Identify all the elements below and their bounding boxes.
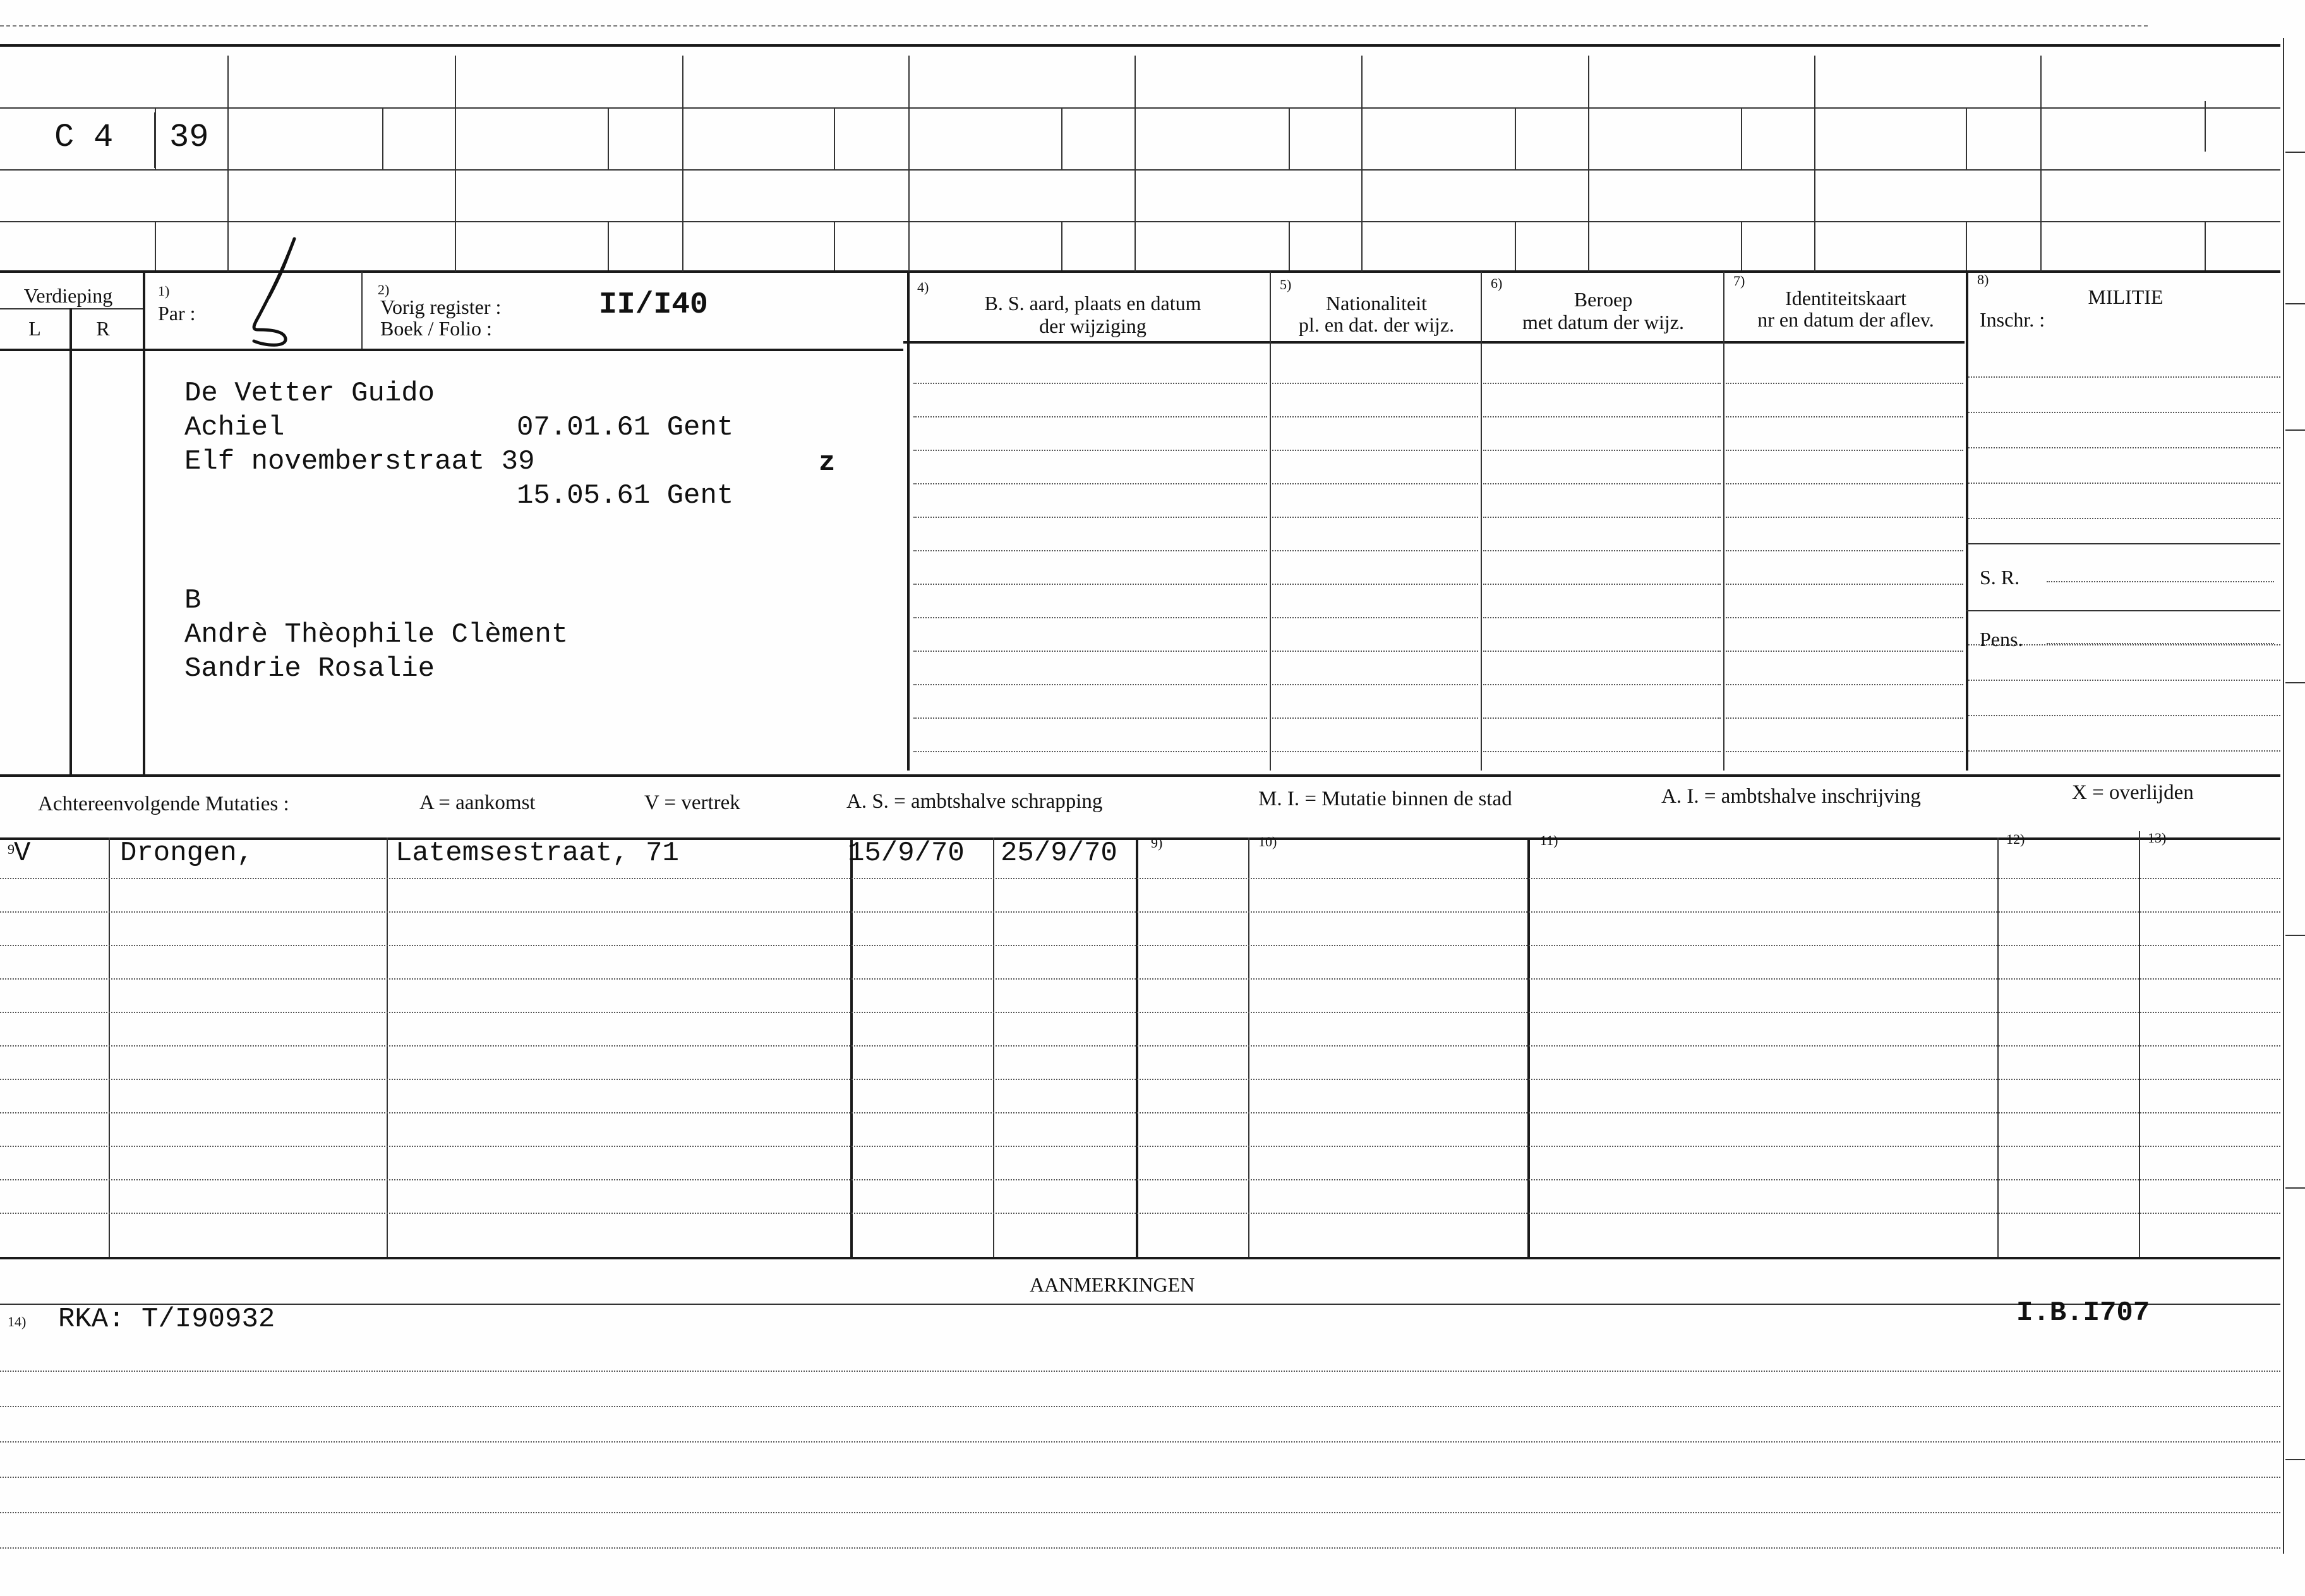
grid-col	[227, 56, 229, 272]
ruled-line	[1968, 715, 2280, 716]
grid-tick	[834, 221, 835, 270]
ruled-line	[1726, 751, 1963, 752]
margin-tick	[2285, 1459, 2305, 1460]
card-letter: C	[54, 119, 75, 156]
grid-col	[682, 56, 683, 272]
legend-mi: M. I. = Mutatie binnen de stad	[1258, 788, 1512, 810]
legend-title: Achtereenvolgende Mutaties :	[38, 793, 289, 815]
vorig-number: 2)	[378, 282, 390, 297]
legend-a: A = aankomst	[419, 791, 536, 814]
mutation-date-2: 25/9/70	[1001, 837, 1117, 869]
ruled-line	[0, 1213, 2280, 1214]
ruled-line	[1968, 680, 2280, 681]
ruled-line	[1272, 751, 1478, 752]
ruled-line	[0, 1045, 2280, 1047]
ruled-line	[1726, 717, 1963, 719]
id-left-border	[1723, 272, 1724, 771]
grid-tick	[2205, 101, 2206, 152]
par-signature	[240, 235, 310, 349]
ruled-line	[0, 978, 2280, 980]
ruled-line	[0, 1146, 2280, 1147]
ruled-line	[0, 1179, 2280, 1180]
ruled-line	[1272, 550, 1478, 551]
vorig-label: Vorig register :	[380, 296, 502, 318]
grid-col	[1588, 56, 1589, 272]
grid-tick	[608, 221, 609, 270]
ruled-line	[1483, 550, 1721, 551]
ruled-line	[1483, 651, 1721, 652]
parent-code: B	[184, 585, 202, 616]
address-mark: z	[819, 447, 836, 479]
col13-number: 13)	[2148, 830, 2167, 846]
ruled-line	[913, 684, 1267, 685]
bs-subtitle: der wijziging	[1039, 315, 1146, 337]
nat-subtitle: pl. en dat. der wijz.	[1298, 313, 1455, 336]
ruled-line	[1968, 483, 2280, 484]
floor-right-label: R	[96, 317, 110, 340]
militie-rule	[1966, 543, 2280, 544]
mutation-bottom-border	[0, 1257, 2280, 1259]
grid-col	[1134, 56, 1136, 272]
mut-col	[850, 837, 853, 1257]
ruled-line	[1483, 450, 1721, 451]
grid-tick	[1061, 107, 1062, 169]
ruled-line	[1726, 684, 1963, 685]
legend-x: X = overlijden	[2072, 781, 2194, 804]
ruled-line	[1483, 717, 1721, 719]
margin-tick	[2285, 935, 2305, 936]
ruled-line	[913, 584, 1267, 585]
grid-tick	[1966, 221, 1967, 270]
ruled-line	[1968, 412, 2280, 413]
person-name: De Vetter Guido	[184, 378, 435, 409]
mut-col	[1527, 837, 1530, 1257]
grid-tick	[1741, 107, 1742, 169]
grid-tick	[1515, 107, 1516, 169]
legend-v: V = vertrek	[644, 791, 740, 814]
ruled-line	[913, 717, 1267, 719]
ruled-line	[1726, 517, 1963, 518]
header-bottom-left	[0, 349, 903, 351]
header-bottom-right	[903, 341, 1965, 344]
person-address: Elf novemberstraat 39	[184, 446, 535, 477]
ruled-line	[0, 1371, 2280, 1372]
mutation-code: V	[14, 837, 31, 869]
ruled-line	[1272, 684, 1478, 685]
ruled-line	[1272, 584, 1478, 585]
mut-col	[1997, 837, 1999, 1257]
legend-ai: A. I. = ambtshalve inschrijving	[1661, 785, 1921, 808]
grid-tick	[382, 107, 383, 169]
militie-number: 8)	[1977, 272, 1989, 287]
person-second-name: Achiel	[184, 412, 285, 443]
ruled-line	[1483, 483, 1721, 484]
ruled-line	[1968, 518, 2280, 519]
birth-date-place: 07.01.61 Gent	[517, 412, 734, 443]
par-label: Par :	[158, 302, 196, 325]
grid-line	[0, 169, 2280, 171]
mut-col	[387, 837, 388, 1257]
ruled-line	[1483, 517, 1721, 518]
verdieping-label: Verdieping	[23, 284, 113, 307]
ruled-line	[0, 1012, 2280, 1013]
ruled-line	[2047, 643, 2274, 644]
mutation-code-number: 9	[8, 841, 15, 857]
nat-left-border	[1270, 272, 1271, 771]
inschr-label: Inschr. :	[1980, 308, 2045, 331]
beroep-subtitle: met datum der wijz.	[1522, 311, 1684, 333]
par-divider	[143, 272, 145, 776]
ruled-line	[1483, 416, 1721, 417]
ruled-line	[0, 1547, 2280, 1549]
grid-col	[908, 56, 910, 272]
id-number: 7)	[1733, 273, 1745, 289]
militie-rule	[1966, 610, 2280, 611]
margin-tick	[2285, 429, 2305, 431]
beroep-number: 6)	[1491, 275, 1503, 291]
id-title: Identiteitskaart	[1785, 287, 1906, 309]
ruled-line	[913, 550, 1267, 551]
grid-line	[0, 221, 2280, 222]
ruled-line	[1968, 750, 2280, 752]
grid-tick	[2205, 221, 2206, 270]
ruled-line	[1272, 383, 1478, 384]
grid-line	[0, 107, 2280, 109]
ruled-line	[0, 1406, 2280, 1407]
torn-edge	[0, 25, 2148, 27]
nat-title: Nationaliteit	[1326, 292, 1427, 315]
top-divider	[154, 112, 156, 168]
ruled-line	[1726, 584, 1963, 585]
remarks-number: 14)	[8, 1314, 27, 1329]
floor-divider	[69, 308, 72, 776]
father-name: Andrè Thèophile Clèment	[184, 619, 569, 651]
beroep-title: Beroep	[1574, 288, 1633, 311]
mut-col	[1136, 837, 1138, 1257]
pens-label: Pens.	[1980, 628, 2023, 651]
grid-tick	[1061, 221, 1062, 270]
ruled-line	[913, 416, 1267, 417]
mut-col	[109, 837, 110, 1257]
ruled-line	[1483, 584, 1721, 585]
ruled-line	[1483, 684, 1721, 685]
floor-left-label: L	[28, 317, 41, 340]
ruled-line	[0, 945, 2280, 946]
ruled-line	[1726, 651, 1963, 652]
vorig-divider	[361, 272, 363, 349]
ruled-line	[1726, 383, 1963, 384]
boek-label: Boek / Folio :	[380, 317, 492, 340]
bs-title: B. S. aard, plaats en datum	[984, 292, 1201, 315]
margin-tick	[2285, 682, 2305, 683]
ruled-line	[1272, 617, 1478, 618]
grid-tick	[834, 107, 835, 169]
ruled-line	[1968, 376, 2280, 378]
rka-reference: RKA: T/I90932	[58, 1304, 275, 1335]
mutation-place: Drongen,	[120, 837, 254, 869]
mutation-date-1: 15/9/70	[848, 837, 965, 869]
id-subtitle: nr en datum der aflev.	[1757, 308, 1934, 331]
ruled-line	[913, 450, 1267, 451]
mother-name: Sandrie Rosalie	[184, 653, 435, 685]
card-number: 4	[93, 119, 114, 156]
ruled-line	[1272, 651, 1478, 652]
ruled-line	[1272, 416, 1478, 417]
person-bottom-border	[0, 774, 2280, 777]
registration-date-place: 15.05.61 Gent	[517, 480, 734, 512]
ruled-line	[1726, 416, 1963, 417]
margin-tick	[2285, 152, 2305, 153]
ruled-line	[1726, 617, 1963, 618]
ruled-line	[1483, 383, 1721, 384]
top-border	[0, 44, 2280, 47]
ruled-line	[913, 617, 1267, 618]
ruled-line	[913, 517, 1267, 518]
grid-tick	[1966, 107, 1967, 169]
par-number: 1)	[158, 283, 170, 299]
ruled-line	[0, 1112, 2280, 1113]
ruled-line	[913, 383, 1267, 384]
mutation-top-border	[0, 837, 2280, 840]
grid-tick	[1289, 107, 1290, 169]
ruled-line	[0, 1477, 2280, 1478]
ruled-line	[1272, 483, 1478, 484]
mut-col	[1248, 837, 1249, 1257]
ruled-line	[2047, 581, 2274, 582]
remarks-rule	[0, 1304, 2280, 1305]
ruled-line	[1968, 447, 2280, 448]
ruled-line	[913, 751, 1267, 752]
ruled-line	[1968, 644, 2280, 645]
nat-number: 5)	[1280, 277, 1292, 292]
militie-left-border	[1966, 272, 1968, 771]
ib-reference: I.B.I707	[2016, 1297, 2150, 1329]
grid-tick	[1515, 221, 1516, 270]
register-value: II/I40	[599, 288, 708, 322]
col11-number: 11)	[1540, 832, 1558, 848]
margin-tick	[2285, 303, 2305, 304]
col10-number: 10)	[1258, 834, 1277, 849]
right-edge	[2283, 38, 2284, 1554]
grid-tick	[155, 221, 156, 270]
ruled-line	[1726, 450, 1963, 451]
beroep-left-border	[1481, 272, 1482, 771]
remarks-title: AANMERKINGEN	[1030, 1273, 1195, 1296]
grid-tick	[1741, 221, 1742, 270]
grid-col	[455, 56, 456, 272]
grid-line	[0, 270, 2280, 273]
ruled-line	[913, 651, 1267, 652]
ruled-line	[1726, 550, 1963, 551]
grid-tick	[1289, 221, 1290, 270]
ruled-line	[1272, 717, 1478, 719]
ruled-line	[0, 878, 2280, 879]
ruled-line	[1272, 517, 1478, 518]
legend-as: A. S. = ambtshalve schrapping	[846, 790, 1103, 813]
militie-title: MILITIE	[2088, 285, 2164, 308]
card-index: 39	[169, 119, 209, 156]
mut-col	[993, 837, 994, 1257]
grid-tick	[608, 107, 609, 169]
ruled-line	[0, 1441, 2280, 1443]
ruled-line	[0, 911, 2280, 913]
ruled-line	[1483, 617, 1721, 618]
grid-col	[2040, 56, 2042, 272]
sr-label: S. R.	[1980, 566, 2020, 589]
bs-number: 4)	[917, 279, 929, 295]
ruled-line	[0, 1512, 2280, 1513]
ruled-line	[1726, 483, 1963, 484]
ruled-line	[1272, 450, 1478, 451]
grid-col	[1814, 56, 1815, 272]
mut-col	[2139, 831, 2140, 1257]
mutation-street: Latemsestraat, 71	[395, 837, 679, 869]
ruled-line	[1483, 751, 1721, 752]
grid-col	[1361, 56, 1363, 272]
bs-left-border	[907, 272, 910, 771]
margin-tick	[2285, 1187, 2305, 1189]
ruled-line	[0, 1079, 2280, 1080]
col9-number: 9)	[1151, 835, 1163, 851]
col12-number: 12)	[2006, 831, 2025, 847]
ruled-line	[913, 483, 1267, 484]
